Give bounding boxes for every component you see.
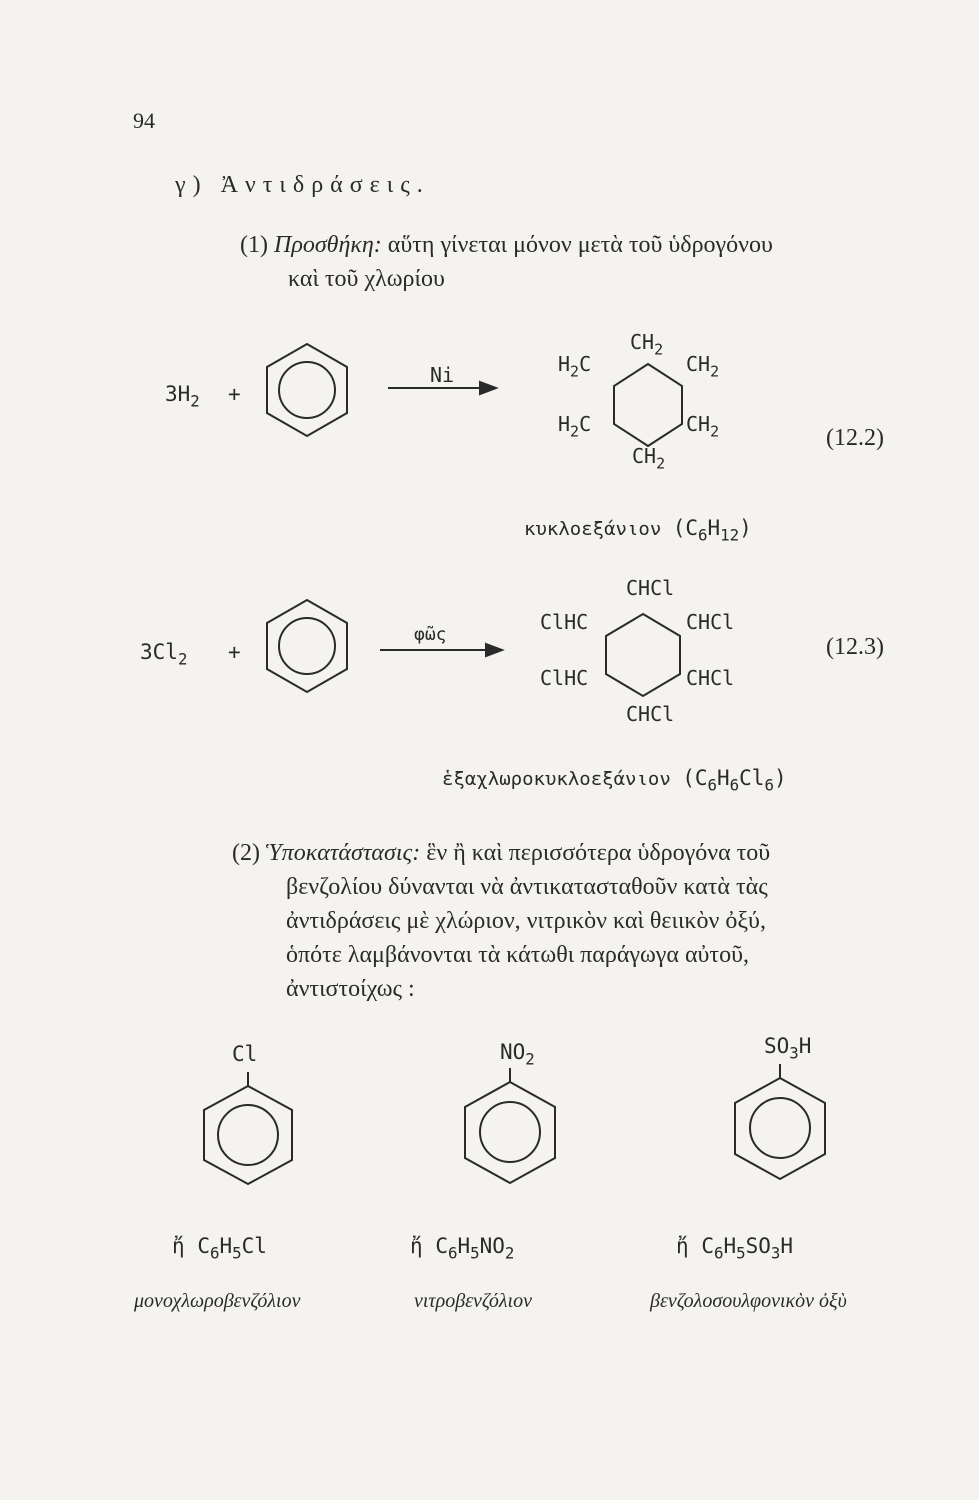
reaction1-reagent: $3H_2$ [165,382,200,411]
page-number: 94 [133,108,155,133]
benzenesulfonic-name: βενζολοσουλφονικὸν ὀξὺ [650,1290,847,1312]
hcch-top-right: CHCl [686,610,735,634]
addition-text-1: αὕτη γίνεται μόνον μετὰ τοῦ ὑδρογόνου [387,232,773,258]
reaction2-plus: + [228,640,241,664]
nitrobenzene-formula: ἤ $C_6H_5NO_2$ [410,1234,515,1263]
chlorobenzene-group: Cl [232,1042,258,1066]
addition-number: (1) [240,232,268,258]
addition-text-2: καὶ τοῦ χλωρίου [288,266,445,292]
cyclohexane-top: $CH_2$ [630,330,664,359]
cyclohexane-bottom-left: $H_2C$ [558,412,592,441]
hcch-top: CHCl [626,576,675,600]
equation-number-12-3: (12.3) [826,634,884,660]
reaction2-condition: φῶς [414,624,447,645]
hcch-bottom-left: ClHC [540,666,589,690]
hexachlorocyclohexane-name: ἑξαχλωροκυκλοεξάνιον $(C_6H_6Cl_6)$ [442,766,787,795]
equation-number-12-2: (12.2) [826,425,884,451]
substitution-title: Ὑποκατάστασις: [265,840,421,866]
cyclohexane-bottom-right: $CH_2$ [686,412,720,441]
substitution-line-3: ἀντιδράσεις μὲ χλώριον, νιτρικὸν καὶ θειικὸν ὀξύ, [286,908,766,934]
benzenesulfonic-formula: ἤ $C_6H_5SO_3H$ [676,1234,794,1263]
substitution-line-4: ὁπότε λαμβάνονται τὰ κάτωθι παράγωγα αὐτοῦ, [286,942,749,968]
cyclohexane-top-left: $H_2C$ [558,352,592,381]
substitution-line-2: βενζολίου δύνανται νὰ ἀντικατασταθοῦν κατὰ τὰς [286,874,768,900]
substitution-line-5: ἀντιστοίχως : [286,976,415,1002]
cyclohexane-top-right: $CH_2$ [686,352,720,381]
substitution-number: (2) [232,840,260,866]
hcch-bottom: CHCl [626,702,675,726]
hcch-top-left: ClHC [540,610,589,634]
reaction1-catalyst: Ni [430,363,455,387]
reaction1-plus: + [228,382,241,406]
hcch-bottom-right: CHCl [686,666,735,690]
section-heading: γ) Ἀντιδράσεις. [175,172,430,198]
substitution-line-1: (2) Ὑποκατάστασις: ἓν ἢ καὶ περισσότερα ὑδρογόνα τοῦ [232,840,771,866]
addition-title: Προσθήκη: [273,232,382,258]
nitrobenzene-name: νιτροβενζόλιον [414,1290,532,1312]
cyclohexane-bottom: $CH_2$ [632,444,666,473]
cyclohexane-name: κυκλοεξάνιον $(C_6H_{12})$ [524,516,752,545]
chlorobenzene-formula: ἤ $C_6H_5Cl$ [172,1234,267,1263]
nitrobenzene-group: $NO_2$ [500,1040,535,1069]
chlorobenzene-name: μονοχλωροβενζόλιον [134,1290,301,1312]
reaction2-reagent: $3Cl_2$ [140,640,188,669]
benzenesulfonic-group: $SO_3H$ [764,1034,812,1063]
